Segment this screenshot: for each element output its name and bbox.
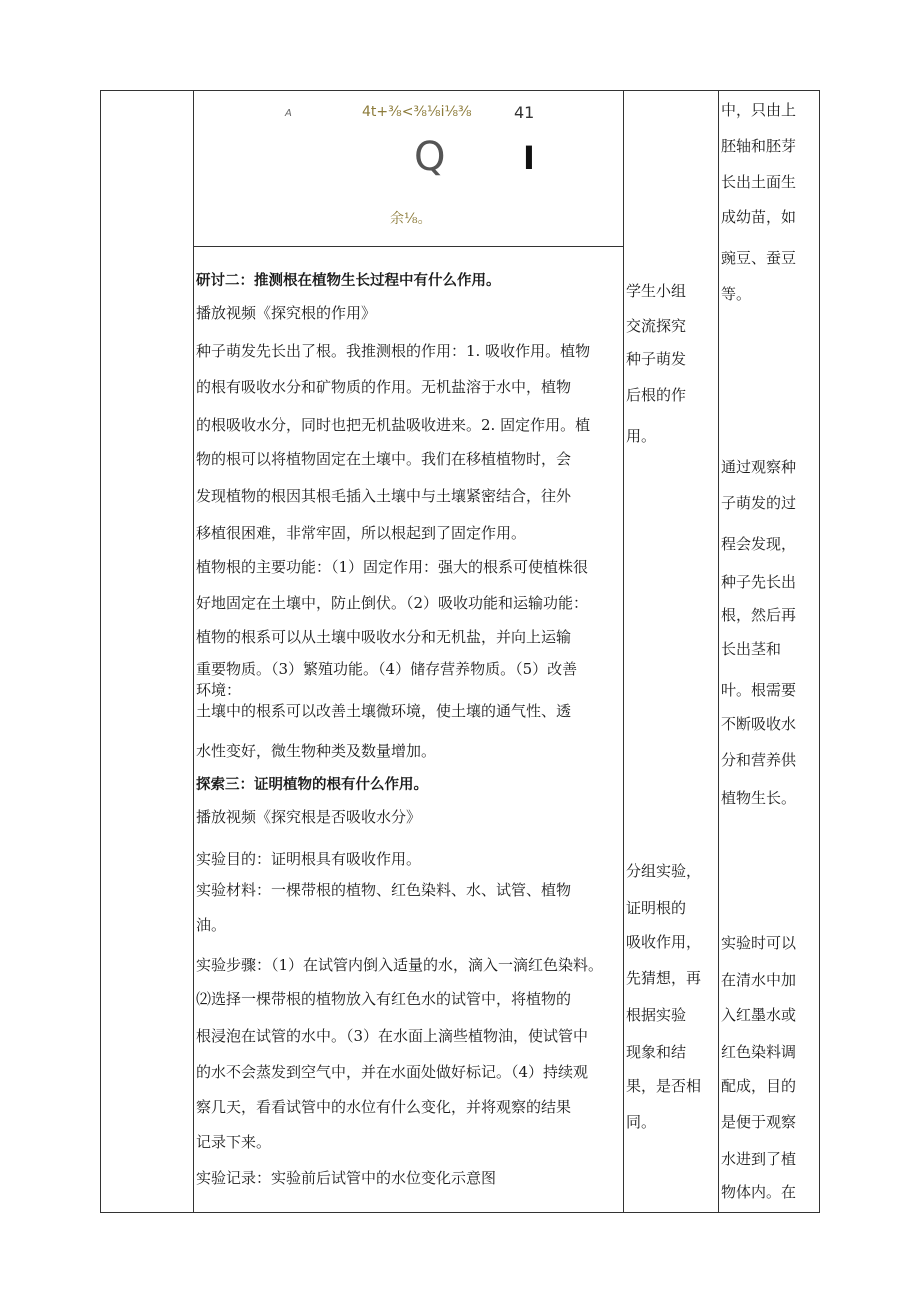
activity-line: 证明根的 xyxy=(626,899,687,917)
figure-bottom-border xyxy=(193,246,624,247)
experiment-step: 的水不会蒸发到空气中，并在水面处做好标记。（4）持续观 xyxy=(196,1063,589,1081)
note-line: 不断吸收水 xyxy=(721,715,797,733)
figure-small-label: A xyxy=(285,108,292,119)
note-line: 子萌发的过 xyxy=(721,494,797,512)
activity-line: 吸收作用， xyxy=(626,933,702,951)
note-line: 配成，目的 xyxy=(721,1077,797,1095)
column-divider-1 xyxy=(193,90,194,1213)
note-line: 豌豆、蚕豆 xyxy=(721,249,797,267)
note-line: 长出土面生 xyxy=(721,173,797,191)
video-caption-2: 播放视频《探究根是否吸收水分》 xyxy=(196,808,422,826)
note-line: 是便于观察 xyxy=(721,1113,797,1131)
figure-glyph-bar: I xyxy=(523,139,535,177)
paragraph-line: 物的根可以将植物固定在土壤中。我们在移植植物时，会 xyxy=(196,450,572,468)
note-line: 物体内。在 xyxy=(721,1183,797,1201)
experiment-materials: 实验材料：一棵带根的植物、红色染料、水、试管、植物 xyxy=(196,881,572,899)
paragraph-line: 水性变好，微生物种类及数量增加。 xyxy=(196,742,437,760)
note-line: 长出茎和 xyxy=(721,640,782,658)
note-line: 根，然后再 xyxy=(721,606,797,624)
activity-line: 果，是否相 xyxy=(626,1077,702,1095)
experiment-step: 根浸泡在试管的水中。（3）在水面上滴些植物油，使试管中 xyxy=(196,1027,589,1045)
activity-line: 先猜想，再 xyxy=(626,969,702,987)
note-line: 程会发现， xyxy=(721,535,797,553)
note-line: 分和营养供 xyxy=(721,751,797,769)
paragraph-line: 植物的根系可以从土壤中吸收水分和无机盐，并向上运输 xyxy=(196,628,572,646)
table-top-border xyxy=(100,90,820,91)
paragraph-line: 好地固定在土壤中，防止倒伏。（2）吸收功能和运输功能： xyxy=(196,594,589,612)
note-line: 等。 xyxy=(721,285,752,303)
note-line: 在清水中加 xyxy=(721,971,797,989)
video-caption-1: 播放视频《探究根的作用》 xyxy=(196,304,377,322)
note-line: 种子先长出 xyxy=(721,573,797,591)
experiment-purpose: 实验目的：证明根具有吸收作用。 xyxy=(196,850,422,868)
note-line: 叶。根需要 xyxy=(721,681,797,699)
experiment-step: 实验步骤：（1）在试管内倒入适量的水，滴入一滴红色染料。 xyxy=(196,956,604,974)
note-line: 胚轴和胚芽 xyxy=(721,137,797,155)
table-bottom-border xyxy=(100,1212,820,1213)
note-line: 红色染料调 xyxy=(721,1043,797,1061)
activity-line: 根据实验 xyxy=(626,1006,687,1024)
note-line: 中，只由上 xyxy=(721,101,797,119)
experiment-step: 察几天，看看试管中的水位有什么变化，并将观察的结果 xyxy=(196,1098,572,1116)
section-heading-explore-3: 探索三：证明植物的根有什么作用。 xyxy=(196,777,428,793)
activity-line: 交流探究 xyxy=(626,317,687,335)
column-divider-2 xyxy=(623,90,624,1213)
note-line: 成幼苗，如 xyxy=(721,208,797,226)
note-line: 水进到了植 xyxy=(721,1150,797,1168)
activity-line: 学生小组 xyxy=(626,282,687,300)
activity-line: 种子萌发 xyxy=(626,350,687,368)
activity-line: 后根的作 xyxy=(626,386,687,404)
experiment-record: 实验记录：实验前后试管中的水位变化示意图 xyxy=(196,1169,497,1187)
note-line: 通过观察种 xyxy=(721,458,797,476)
note-line: 入红墨水或 xyxy=(721,1006,797,1024)
section-heading-discussion-2: 研讨二：推测根在植物生长过程中有什么作用。 xyxy=(196,273,501,289)
figure-number: 41 xyxy=(514,103,535,122)
table-right-border xyxy=(819,90,820,1213)
experiment-step: 记录下来。 xyxy=(196,1133,272,1151)
experiment-step: ⑵选择一棵带根的植物放入有红色水的试管中，将植物的 xyxy=(196,990,572,1008)
activity-line: 现象和结 xyxy=(626,1043,687,1061)
column-divider-3 xyxy=(718,90,719,1213)
table-left-border xyxy=(100,90,101,1213)
paragraph-line: 发现植物的根因其根毛插入土壤中与土壤紧密结合，往外 xyxy=(196,487,572,505)
activity-line: 分组实验， xyxy=(626,862,702,880)
paragraph-line: 的根吸收水分，同时也把无机盐吸收进来。2. 固定作用。植 xyxy=(196,416,591,434)
note-line: 植物生长。 xyxy=(721,789,797,807)
note-line: 实验时可以 xyxy=(721,934,797,952)
experiment-materials: 油。 xyxy=(196,916,227,934)
paragraph-line: 的根有吸收水分和矿物质的作用。无机盐溶于水中，植物 xyxy=(196,378,572,396)
paragraph-line: 移植很困难，非常牢固，所以根起到了固定作用。 xyxy=(196,524,527,542)
paragraph-line: 环境： xyxy=(196,681,242,699)
paragraph-line: 种子萌发先长出了根。我推测根的作用：1. 吸收作用。植物 xyxy=(196,342,591,360)
activity-line: 同。 xyxy=(626,1113,657,1131)
figure-garbled-caption: 4t+⅜<⅜⅛i⅛⅜ xyxy=(362,104,472,120)
figure-glyph-o: Q xyxy=(414,134,446,180)
figure-bottom-caption: 余⅛。 xyxy=(390,211,432,227)
paragraph-line: 植物根的主要功能：（1）固定作用：强大的根系可使植株很 xyxy=(196,558,589,576)
paragraph-line: 土壤中的根系可以改善土壤微环境，使土壤的通气性、透 xyxy=(196,702,572,720)
paragraph-line: 重要物质。（3）繁殖功能。（4）储存营养物质。（5）改善 xyxy=(196,660,578,678)
activity-line: 用。 xyxy=(626,427,657,445)
